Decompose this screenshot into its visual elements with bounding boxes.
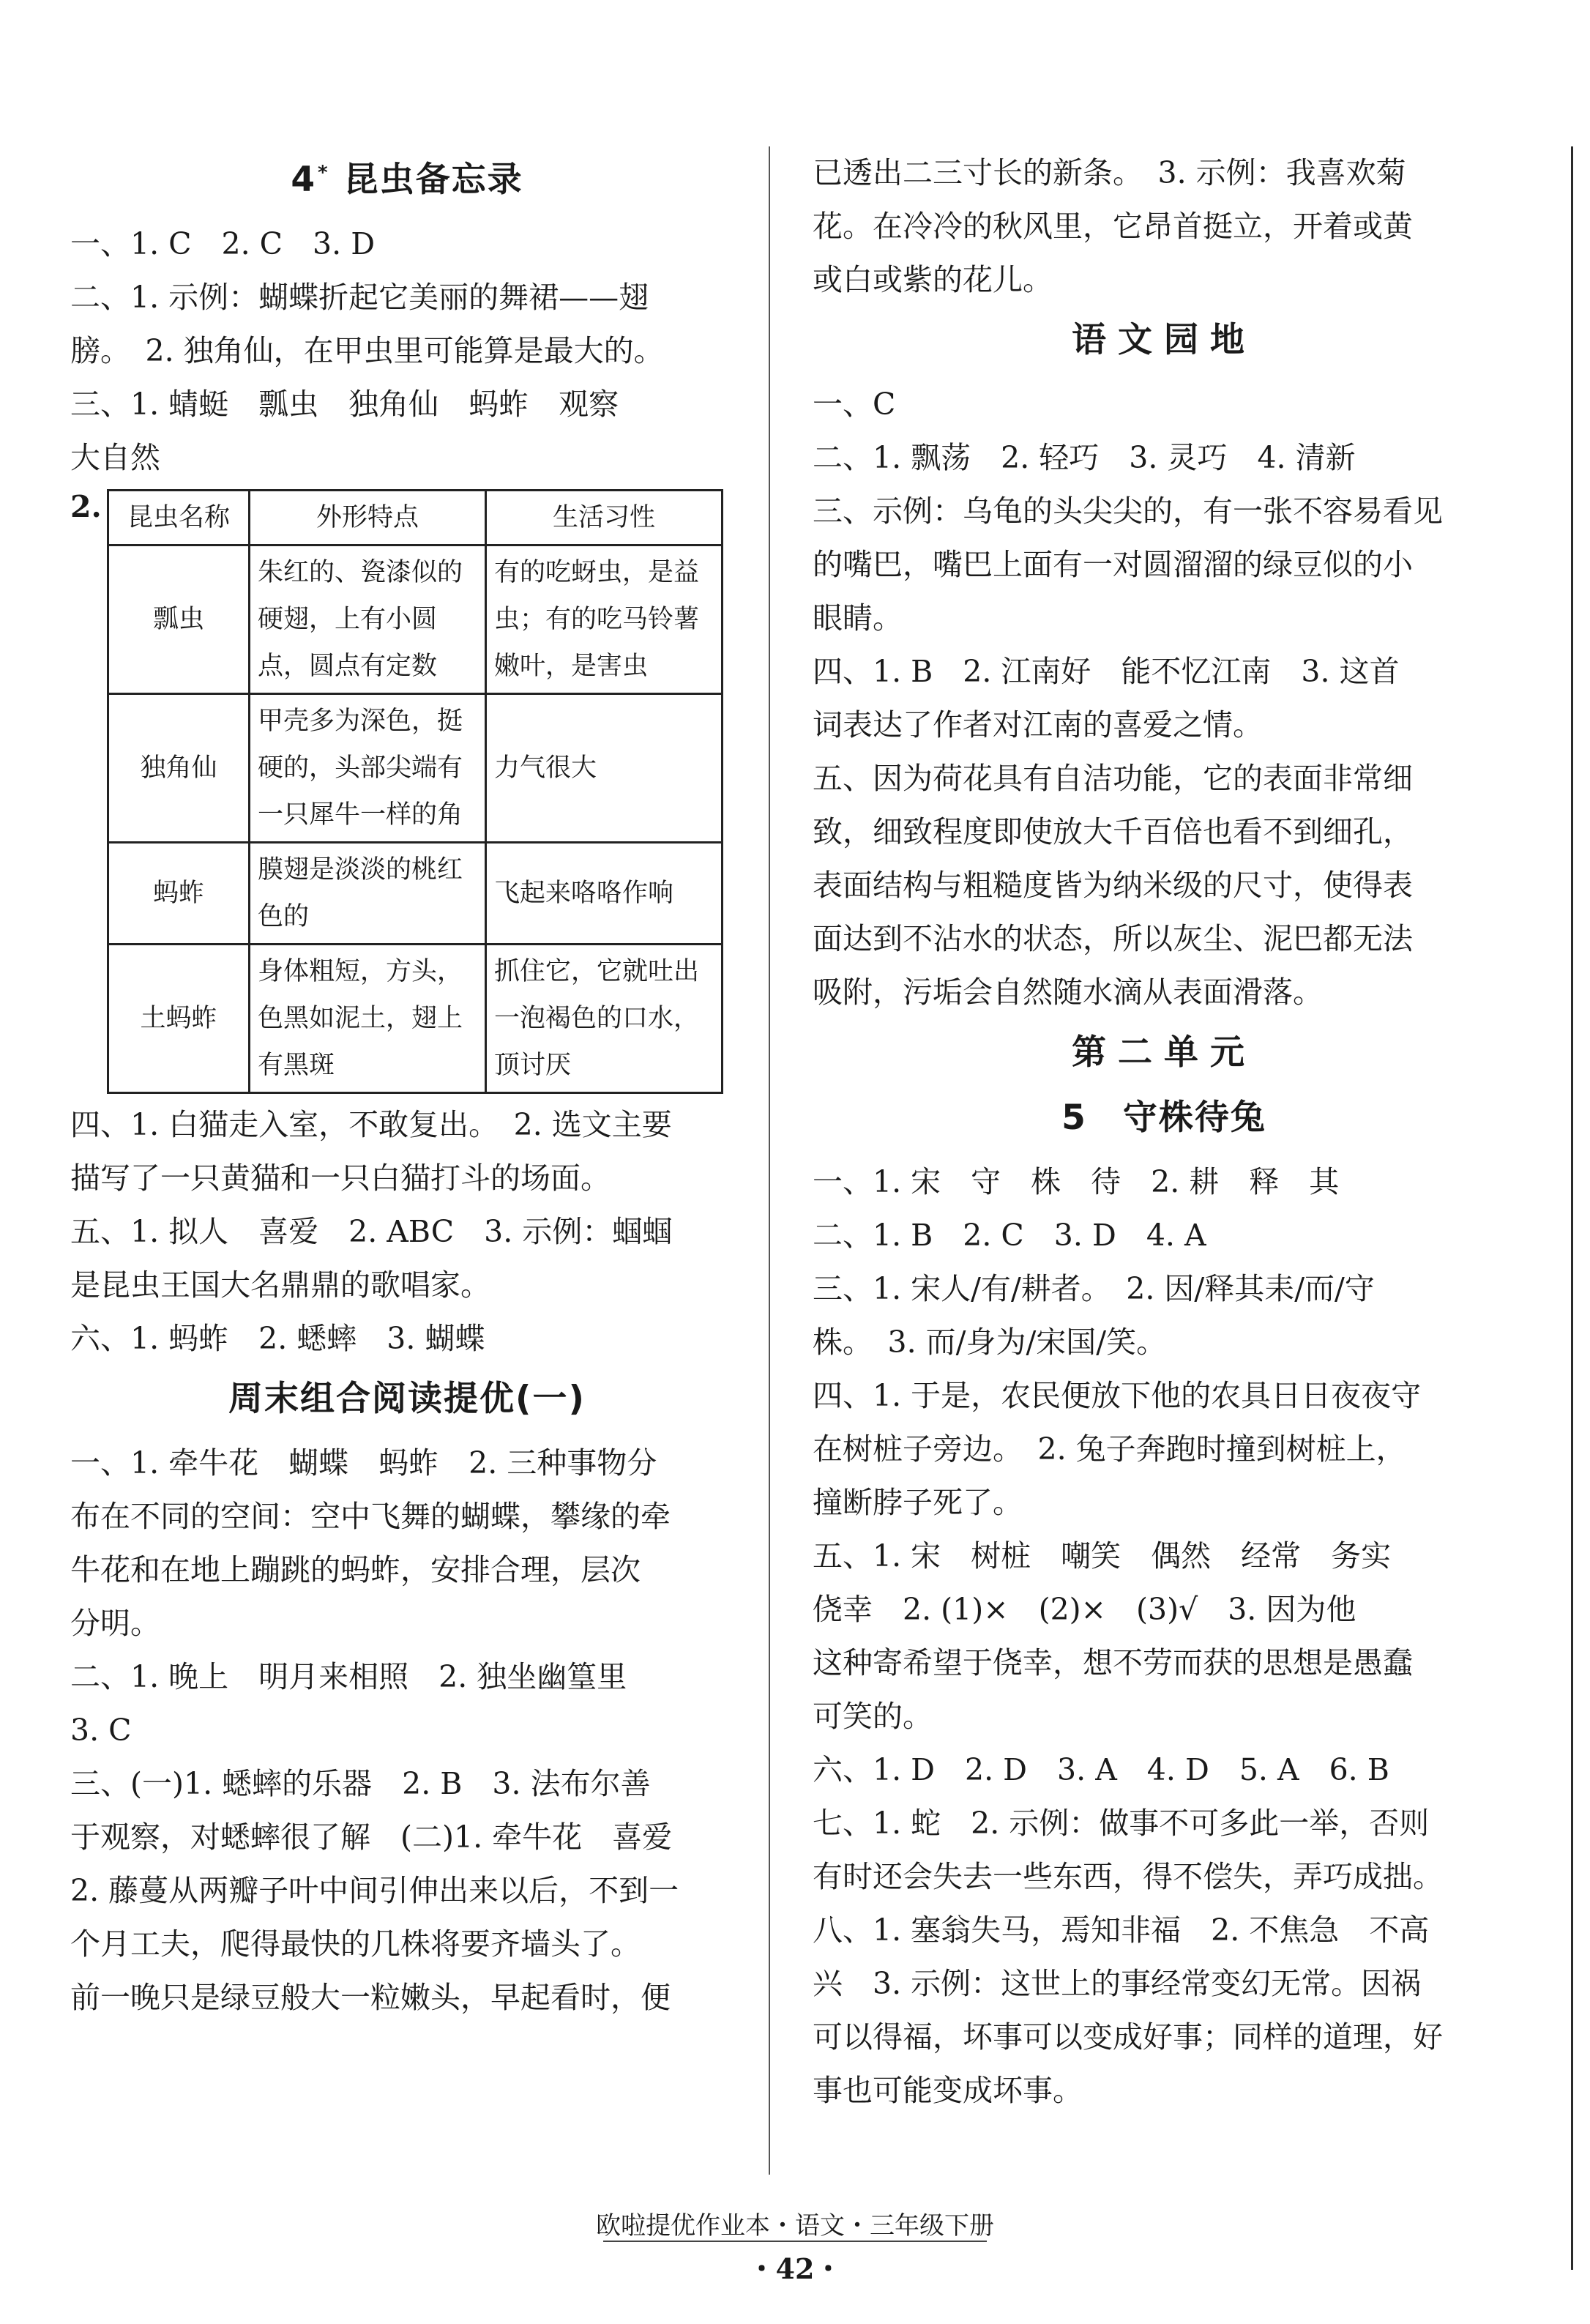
answer-line: 可以得福，坏事可以变成好事；同样的道理，好: [813, 2019, 1443, 2055]
table-row: [108, 545, 723, 694]
table-cell-feature: 膜翅是淡淡的桃红色的: [250, 843, 486, 945]
answer-line: 事也可能变成坏事。: [813, 2073, 1083, 2108]
left-column: [70, 146, 744, 2025]
answer-line: 四、1. 白猫走入室，不敢复出。 2. 选文主要: [70, 1107, 672, 1142]
answer-line: 五、因为荷花具有自洁功能，它的表面非常细: [813, 761, 1413, 796]
answer-line: 五、1. 宋 树桩 嘲笑 偶然 经常 务实: [813, 1538, 1392, 1573]
answer-line: 六、1. D 2. D 3. A 4. D 5. A 6. B: [813, 1752, 1389, 1787]
footer-rule: [603, 2241, 987, 2242]
chinese-garden-heading: 语文园地: [1072, 320, 1256, 360]
table-cell-name: 蚂蚱: [108, 843, 250, 945]
answer-line: 已透出二三寸长的新条。 3. 示例：我喜欢菊: [813, 155, 1406, 190]
answer-line: 四、1. 于是，农民便放下他的农具日日夜夜守: [813, 1378, 1422, 1413]
answer-line: 个月工夫，爬得最快的几株将要齐墙头了。: [70, 1926, 641, 1962]
insect-table-block: [70, 489, 744, 1094]
answer-line: 有时还会失去一些东西，得不偿失，弄巧成拙。: [813, 1859, 1443, 1894]
answer-line: 撞断脖子死了。: [813, 1485, 1023, 1520]
right-column: [813, 146, 1515, 2118]
answer-line: 八、1. 塞翁失马，焉知非福 2. 不焦急 不高: [813, 1913, 1430, 1948]
answer-line: 三、示例：乌龟的头尖尖的，有一张不容易看见: [813, 494, 1443, 529]
answer-line: 膀。 2. 独角仙，在甲虫里可能算是最大的。: [70, 333, 664, 368]
answer-line: 七、1. 蛇 2. 示例：做事不可多此一举，否则: [813, 1806, 1430, 1841]
table-header-row: [108, 491, 723, 545]
answer-line: 一、1. C 2. C 3. D: [70, 226, 376, 261]
lesson-4-heading: [70, 152, 744, 201]
table-row: [108, 945, 723, 1093]
column-divider: [769, 146, 770, 2175]
answer-line: 在树桩子旁边。 2. 兔子奔跑时撞到树桩上，: [813, 1431, 1406, 1467]
table-question-number: 2.: [70, 489, 102, 524]
answer-line: 词表达了作者对江南的喜爱之情。: [813, 707, 1263, 742]
table-row: [108, 843, 723, 945]
answer-line: 三、1. 宋人/有/耕者。 2. 因/释其耒/而/守: [813, 1271, 1375, 1306]
answer-line: 是昆虫王国大名鼎鼎的歌唱家。: [70, 1267, 490, 1303]
answer-line: 牛花和在地上蹦跳的蚂蚱，安排合理，层次: [70, 1552, 641, 1587]
answer-line: 三、(一)1. 蟋蟀的乐器 2. B 3. 法布尔善: [70, 1766, 651, 1801]
answer-line: 吸附，污垢会自然随水滴从表面滑落。: [813, 975, 1323, 1010]
table-header: 昆虫名称: [108, 491, 250, 545]
answer-line: 三、1. 蜻蜓 瓢虫 独角仙 蚂蚱 观察: [70, 387, 619, 422]
table-cell-feature: 身体粗短，方头，色黑如泥土，翅上有黑斑: [250, 945, 486, 1093]
table-header: 生活习性: [486, 491, 723, 545]
answer-line: 二、1. 飘荡 2. 轻巧 3. 灵巧 4. 清新: [813, 440, 1356, 475]
answer-line: 2. 藤蔓从两瓣子叶中间引伸出来以后，不到一: [70, 1873, 679, 1908]
insect-table: [107, 489, 723, 1094]
answer-line: 二、1. 示例：蝴蝶折起它美丽的舞裙——翅: [70, 280, 649, 315]
table-cell-name: 瓢虫: [108, 545, 250, 694]
lesson-5-heading: 5 守株待兔: [1061, 1098, 1266, 1138]
table-cell-habit: 飞起来咯咯作响: [486, 843, 723, 945]
answer-line: 布在不同的空间：空中飞舞的蝴蝶，攀缘的牵: [70, 1499, 671, 1534]
answer-line: 侥幸 2. (1)× (2)× (3)√ 3. 因为他: [813, 1592, 1356, 1627]
answer-line: 的嘴巴，嘴巴上面有一对圆溜溜的绿豆似的小: [813, 547, 1413, 582]
answer-line: 株。 3. 而/身为/宋国/笑。: [813, 1325, 1167, 1360]
lesson-number: 4: [291, 160, 317, 200]
answer-line: 四、1. B 2. 江南好 能不忆江南 3. 这首: [813, 654, 1400, 689]
answer-line: 一、C: [813, 387, 896, 422]
answer-line: 致，细致程度即使放大千百倍也看不到细孔，: [813, 814, 1413, 849]
answer-line: 3. C: [70, 1713, 132, 1748]
answer-line: 五、1. 拟人 喜爱 2. ABC 3. 示例：蝈蝈: [70, 1214, 673, 1249]
answer-line: 面达到不沾水的状态，所以灰尘、泥巴都无法: [813, 921, 1413, 956]
table-cell-habit: 抓住它，它就吐出一泡褐色的口水，顶讨厌: [486, 945, 723, 1093]
unit-2-heading: 第二单元: [1072, 1032, 1256, 1073]
answer-line: 分明。: [70, 1606, 160, 1641]
answer-line: 二、1. B 2. C 3. D 4. A: [813, 1218, 1206, 1253]
footer-book-title: 欧啦提优作业本・语文・三年级下册: [596, 2211, 994, 2241]
answer-line: 兴 3. 示例：这世上的事经常变幻无常。因祸: [813, 1966, 1422, 2001]
table-cell-name: 土蚂蚱: [108, 945, 250, 1093]
answer-line: 前一晚只是绿豆般大一粒嫩头，早起看时，便: [70, 1980, 671, 2015]
answer-line: 花。在冷冷的秋风里，它昂首挺立，开着或黄: [813, 209, 1413, 244]
page-edge-line: [1571, 146, 1573, 2270]
table-cell-habit: 有的吃蚜虫，是益虫；有的吃马铃薯嫩叶，是害虫: [486, 545, 723, 694]
answer-line: 这种寄希望于侥幸，想不劳而获的思想是愚蠢: [813, 1645, 1413, 1680]
lesson-title: 昆虫备忘录: [343, 160, 523, 200]
answer-line: 大自然: [70, 440, 160, 475]
answer-line: 于观察，对蟋蟀很了解 (二)1. 牵牛花 喜爱: [70, 1820, 673, 1855]
answer-line: 可笑的。: [813, 1699, 933, 1734]
weekend-reading-heading: 周末组合阅读提优(一): [228, 1379, 586, 1419]
answer-line: 一、1. 宋 守 株 待 2. 耕 释 其: [813, 1164, 1340, 1199]
answer-line: 表面结构与粗糙度皆为纳米级的尺寸，使得表: [813, 868, 1413, 903]
table-header: 外形特点: [250, 491, 486, 545]
answer-line: 一、1. 牵牛花 蝴蝶 蚂蚱 2. 三种事物分: [70, 1445, 657, 1481]
answer-line: 二、1. 晚上 明月来相照 2. 独坐幽篁里: [70, 1659, 627, 1694]
answer-line: 眼睛。: [813, 600, 903, 636]
answer-line: 描写了一只黄猫和一只白猫打斗的场面。: [70, 1161, 611, 1196]
table-cell-feature: 朱红的、瓷漆似的硬翅，上有小圆点，圆点有定数: [250, 545, 486, 694]
answer-line: 或白或紫的花儿。: [813, 262, 1053, 297]
table-row: [108, 694, 723, 843]
lesson-mark: *: [318, 162, 329, 185]
table-cell-name: 独角仙: [108, 694, 250, 843]
answer-line: 六、1. 蚂蚱 2. 蟋蟀 3. 蝴蝶: [70, 1321, 485, 1356]
table-cell-feature: 甲壳多为深色，挺硬的，头部尖端有一只犀牛一样的角: [250, 694, 486, 843]
page-number: ・42・: [747, 2252, 843, 2285]
table-cell-habit: 力气很大: [486, 694, 723, 843]
